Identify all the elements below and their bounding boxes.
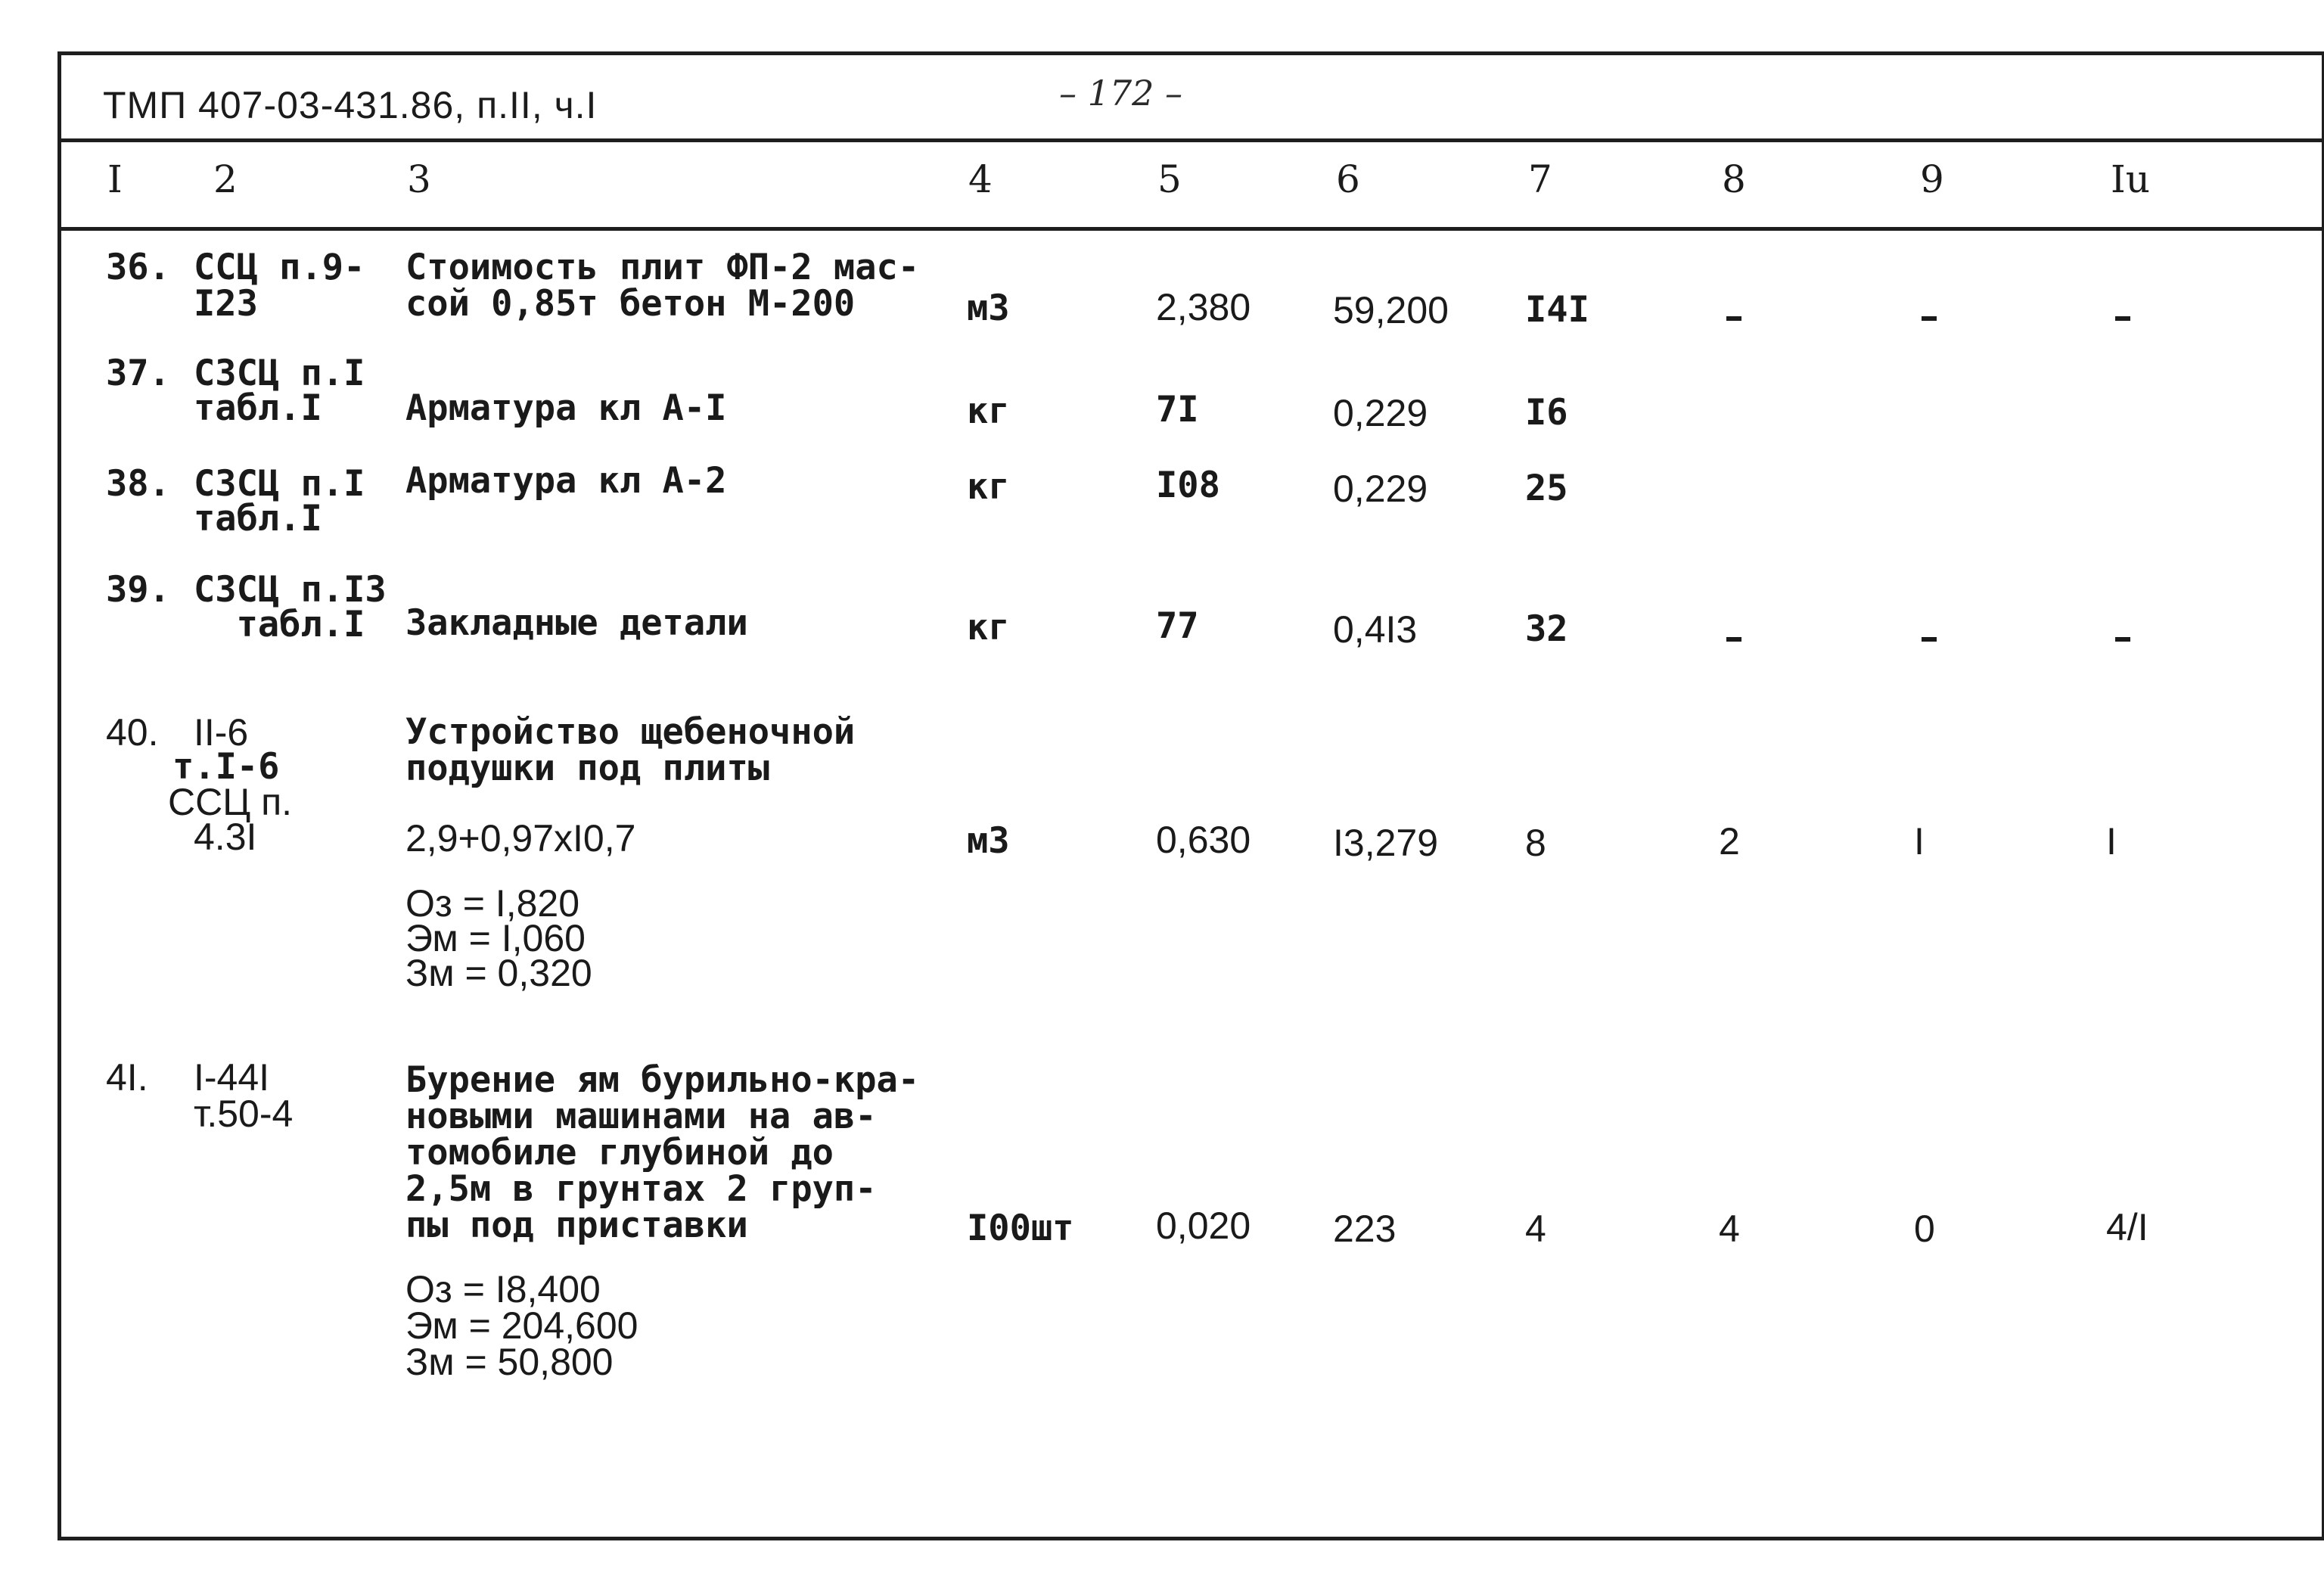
row-41-col8: 4 <box>1719 1208 1740 1250</box>
row-38-number: 38. <box>106 463 170 505</box>
col-header-6: 6 <box>1336 157 1360 201</box>
row-40-name-line-2: подушки под плиты <box>405 748 770 789</box>
row-40-basis-line-1: II-6 <box>194 711 249 754</box>
row-40-total: 8 <box>1525 822 1546 864</box>
row-41-note-2: Эм = 204,600 <box>405 1304 638 1347</box>
row-38-basis-line-2: табл.I <box>194 498 322 539</box>
column-header-rule <box>57 227 2324 231</box>
col-header-3: 3 <box>407 157 431 201</box>
row-36-basis-line-2: I23 <box>194 283 258 325</box>
row-41-name-line-1: Бурение ям бурильно-кра- <box>405 1059 920 1101</box>
row-36-col9-dash <box>1922 316 1937 321</box>
row-41-name-line-5: пы под приставки <box>405 1205 748 1246</box>
row-38-total: 25 <box>1525 468 1568 509</box>
row-39-col8-dash <box>1726 637 1741 642</box>
row-41-basis-line-1: I-44I <box>194 1056 270 1099</box>
row-36-total: I4I <box>1525 289 1589 331</box>
page-number: – 172 – <box>1059 73 1183 113</box>
row-39-col10-dash <box>2115 637 2130 642</box>
col-header-5: 5 <box>1157 157 1182 201</box>
row-36-name-line-2: сой 0,85т бетон М-200 <box>405 283 856 325</box>
row-38-name: Арматура кл А-2 <box>405 460 727 502</box>
row-39-basis-line-1: СЗСЦ п.I3 <box>194 569 387 611</box>
row-41-basis-line-2: т.50-4 <box>194 1093 294 1135</box>
row-37-total: I6 <box>1525 392 1568 434</box>
col-header-7: 7 <box>1528 157 1552 201</box>
row-40-note-1: Оз = I,820 <box>405 882 580 925</box>
row-40-note-2: Эм = I,060 <box>405 917 586 959</box>
col-header-1: I <box>107 157 123 201</box>
row-36-col10-dash <box>2115 316 2130 321</box>
row-41-col10: 4/I <box>2106 1206 2148 1248</box>
row-36-price: 59,200 <box>1333 289 1449 331</box>
row-38-quantity: I08 <box>1156 465 1220 506</box>
row-41-quantity: 0,020 <box>1156 1205 1251 1247</box>
row-39-unit: кг <box>967 607 1010 648</box>
document-code: ТМП 407-03-431.86, п.II, ч.I <box>103 84 598 126</box>
row-39-basis-line-2: табл.I <box>194 604 365 645</box>
row-39-number: 39. <box>106 569 170 611</box>
row-40-formula: 2,9+0,97хI0,7 <box>405 817 636 860</box>
row-36-quantity: 2,380 <box>1156 286 1251 328</box>
col-header-8: 8 <box>1722 157 1746 201</box>
row-37-basis-line-2: табл.I <box>194 387 322 429</box>
row-37-number: 37. <box>106 353 170 394</box>
row-41-col9: 0 <box>1914 1208 1935 1250</box>
row-39-name: Закладные детали <box>405 602 748 644</box>
row-40-unit: м3 <box>967 820 1010 862</box>
row-40-basis-line-3: ССЦ п. <box>168 781 293 823</box>
row-36-unit: м3 <box>967 288 1010 329</box>
row-41-price: 223 <box>1333 1208 1397 1250</box>
col-header-4: 4 <box>968 157 993 201</box>
row-38-unit: кг <box>967 466 1010 508</box>
row-37-price: 0,229 <box>1333 392 1428 434</box>
row-37-basis-line-1: СЗСЦ п.I <box>194 353 365 394</box>
row-40-col10: I <box>2106 820 2117 863</box>
row-41-note-3: Зм = 50,800 <box>405 1341 614 1383</box>
row-36-col8-dash <box>1726 316 1741 321</box>
row-38-price: 0,229 <box>1333 468 1428 510</box>
page-frame <box>57 51 2324 1540</box>
col-header-2: 2 <box>213 157 238 201</box>
row-39-price: 0,4I3 <box>1333 608 1418 651</box>
header-rule <box>57 138 2324 142</box>
row-38-basis-line-1: СЗСЦ п.I <box>194 463 365 505</box>
row-40-note-3: Зм = 0,320 <box>405 952 592 994</box>
row-40-price: I3,279 <box>1333 822 1439 864</box>
row-36-basis-line-1: ССЦ п.9- <box>194 247 365 288</box>
row-36-number: 36. <box>106 247 170 288</box>
col-header-9: 9 <box>1920 157 1944 201</box>
row-39-total: 32 <box>1525 608 1568 650</box>
row-39-col9-dash <box>1922 637 1937 642</box>
row-41-number: 4I. <box>106 1056 148 1099</box>
row-41-note-1: Оз = I8,400 <box>405 1268 601 1310</box>
row-41-name-line-4: 2,5м в грунтах 2 груп- <box>405 1168 877 1210</box>
row-37-name: Арматура кл А-I <box>405 387 727 429</box>
row-40-name-line-1: Устройство щебеночной <box>405 711 856 753</box>
row-37-quantity: 7I <box>1156 389 1199 431</box>
row-41-unit: I00шт <box>967 1208 1074 1249</box>
row-41-name-line-3: томобиле глубиной до <box>405 1132 834 1174</box>
row-40-col8: 2 <box>1719 820 1740 863</box>
row-40-number: 40. <box>106 711 159 754</box>
row-39-quantity: 77 <box>1156 605 1199 647</box>
row-40-col9: I <box>1914 820 1925 863</box>
row-36-name-line-1: Стоимость плит ФП-2 мас- <box>405 247 920 288</box>
row-37-unit: кг <box>967 390 1010 432</box>
row-41-name-line-2: новыми машинами на ав- <box>405 1096 877 1137</box>
row-41-total: 4 <box>1525 1208 1546 1250</box>
row-40-basis-line-2: т.I-6 <box>172 746 280 788</box>
row-40-quantity: 0,630 <box>1156 819 1251 861</box>
row-40-basis-line-4: 4.3I <box>194 816 257 858</box>
col-header-10: Iu <box>2111 157 2150 201</box>
